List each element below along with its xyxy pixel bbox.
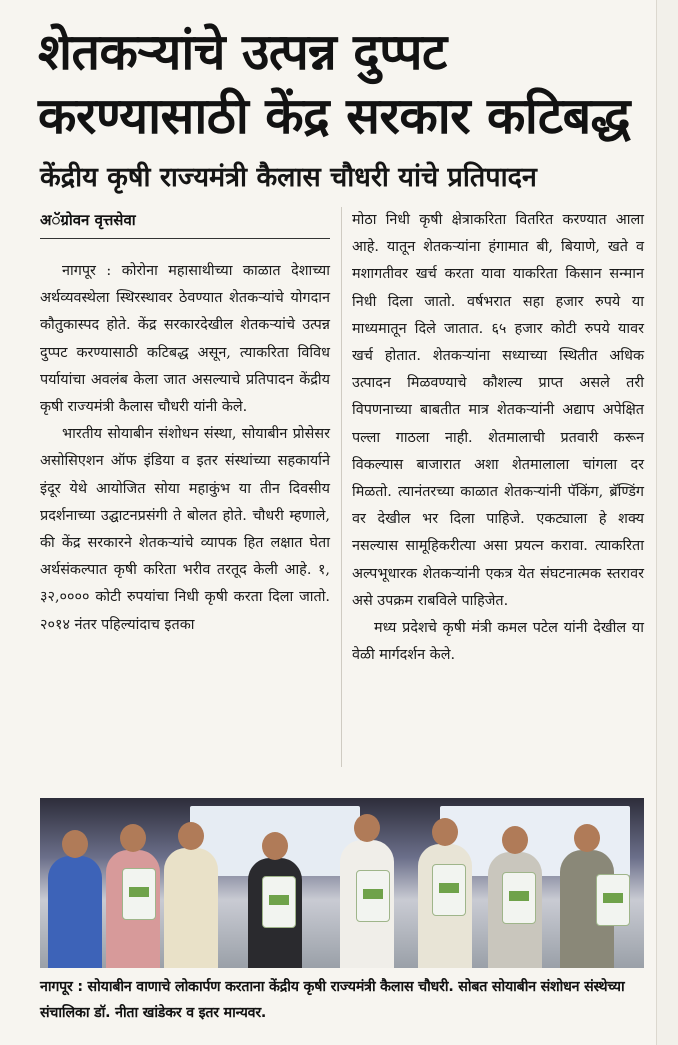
headline: शेतकऱ्यांचे उत्पन्न दुप्पट करण्यासाठी केंद्र सरकार कटिबद्ध	[38, 23, 631, 145]
seed-bag	[122, 868, 156, 920]
seed-bag	[596, 874, 630, 926]
seed-bag	[356, 870, 390, 922]
article-column-2	[352, 207, 644, 669]
photo-person	[48, 856, 102, 968]
paragraph: मोठा निधी कृषी क्षेत्राकरिता वितरित करण्यात आला आहे. यातून शेतकऱ्यांना हंगामात बी, बियाणे, खते व मशागतीवर खर्च करता यावा याकरिता किसान सन्मान निधी दिला जातो. वर्षभरात सहा हजार रुपये या माध्यमातून दिले जातात. ६५ हजार कोटी रुपये यावर खर्च होतात. शेतकऱ्यांना सध्याच्या स्थितीत अधिक उत्पादन मिळवण्याचे कौशल्य प्राप्त असले तरी विपणनाच्या बाबतीत मात्र शेतकऱ्यांनी अद्याप अपेक्षित पल्ला गाठला नाही. शेतमालाची प्रतवारी करून विकल्यास बाजारात अशा शेतमालाला चांगला दर मिळतो. त्यानंतरच्या काळात शेतकऱ्यांनी पॅकिंग, ब्रॅण्डिंग वर देखील भर दिला पाहिजे. एकट्याला हे शक्य नसल्यास सामूहिकरीत्या असा प्रयत्न करावा. त्याकरिता अल्पभूधारक शेतकऱ्यांनी एकत्र येत संघटनात्मक स्तरावर असे उपक्रम राबविले पाहिजेत.	[352, 212, 644, 609]
seed-bag	[262, 876, 296, 928]
paragraph: नागपूर : कोरोना महासाथीच्या काळात देशाच्या अर्थव्यवस्थेला स्थिरस्थावर ठेवण्यात शेतकऱ्यांचे योगदान कौतुकास्पद होते. केंद्र सरकारदेखील शेतकऱ्यांचे उत्पन्न दुप्पट करण्यासाठी कटिबद्ध असून, त्याकरिता विविध पर्यायांचा अवलंब केला जात असल्याचे प्रतिपादन केंद्रीय कृषी राज्यमंत्री कैलास चौधरी यांनी केले.	[40, 263, 330, 416]
adjacent-column-edge	[656, 0, 678, 1045]
paragraph: मध्य प्रदेशचे कृषी मंत्री कमल पटेल यांनी देखील या वेळी मार्गदर्शन केले.	[352, 620, 644, 664]
photo-person	[164, 848, 218, 968]
news-photo	[40, 798, 644, 968]
article-column-1	[40, 258, 330, 639]
seed-bag	[432, 864, 466, 916]
byline: अॅग्रोवन वृत्तसेवा	[40, 211, 136, 229]
photo-caption: नागपूर : सोयाबीन वाणाचे लोकार्पण करताना केंद्रीय कृषी राज्यमंत्री कैलास चौधरी. सोबत सोयाबीन संशोधन संस्थेच्या संचालिका डॉ. नीता खांडेकर व इतर मान्यवर.	[40, 979, 625, 1021]
paragraph: भारतीय सोयाबीन संशोधन संस्था, सोयाबीन प्रोसेसर असोसिएशन ऑफ इंडिया व इतर संस्थांच्या सहकार्याने इंदूर येथे आयोजित सोया महाकुंभ या तीन दिवसीय प्रदर्शनाच्या उद्घाटनप्रसंगी ते बोलत होते. चौधरी म्हणाले, की केंद्र सरकारने शेतकऱ्यांचे व्यापक हित लक्षात घेता अर्थसंकल्पात कृषी करिता भरीव तरतूद केली आहे. १, ३२,०००० कोटी रुपयांचा निधी कृषी करता दिला जातो. २०१४ नंतर पहिल्यांदाच इतका	[40, 426, 330, 633]
seed-bag	[502, 872, 536, 924]
byline-divider	[40, 238, 330, 239]
subheadline: केंद्रीय कृषी राज्यमंत्री कैलास चौधरी यांचे प्रतिपादन	[40, 162, 537, 193]
column-divider	[341, 207, 342, 767]
